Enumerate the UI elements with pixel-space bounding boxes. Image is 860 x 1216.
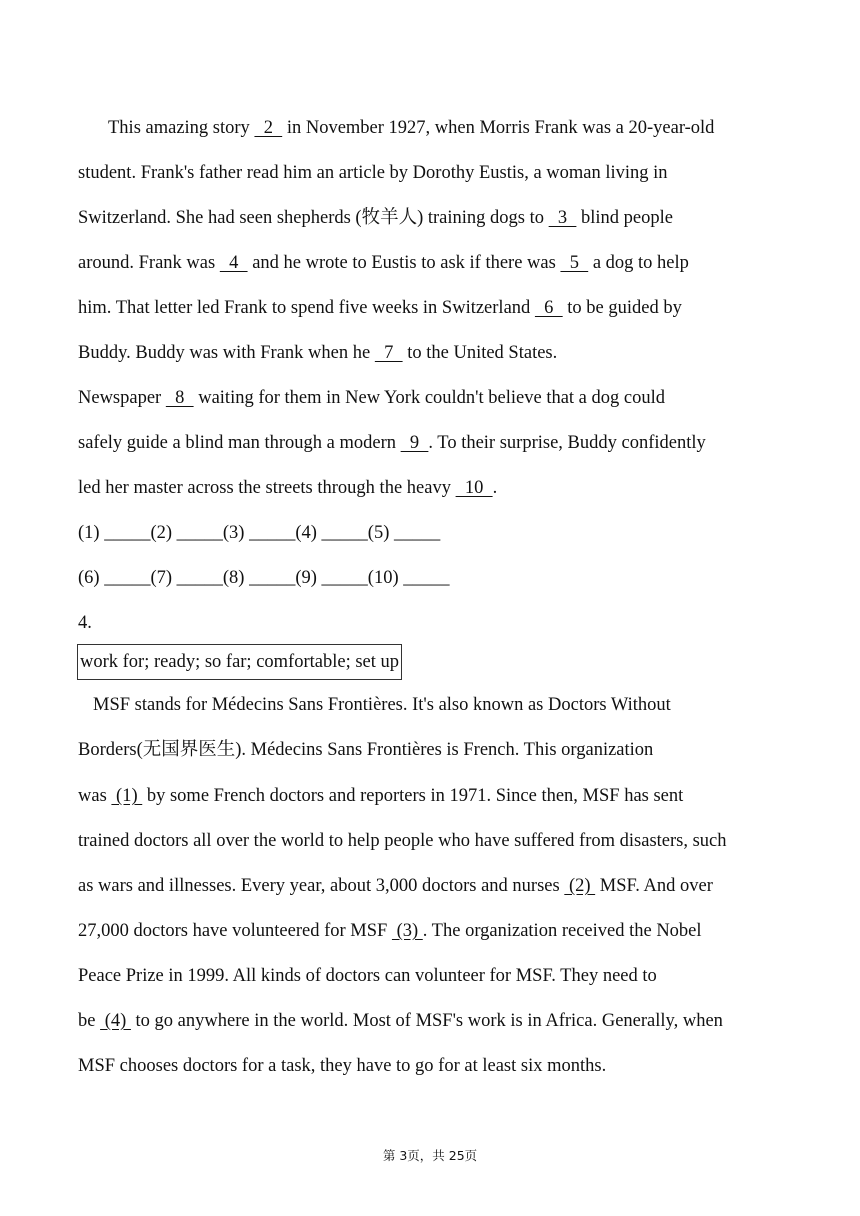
passage3-line-7: Newspaper 8 waiting for them in New York couldn't believe that a dog could [78, 388, 665, 408]
q4-line-3: was (1) by some French doctors and reporters in 1971. Since then, MSF has sent [78, 786, 684, 806]
q4-line-6: 27,000 doctors have volunteered for MSF (3) . The organization received the Nobel [78, 921, 702, 941]
q4-line-1: MSF stands for Médecins Sans Frontières. It's also known as Doctors Without [93, 695, 671, 715]
blank-2: 2 [254, 118, 283, 138]
blank-10: 10 [455, 478, 493, 498]
q4-line-8: be (4) to go anywhere in the world. Most of MSF's work is in Africa. Generally, when [78, 1011, 723, 1031]
blank-q4-1: (1) [111, 786, 143, 806]
q4-line-7: Peace Prize in 1999. All kinds of doctors can volunteer for MSF. They need to [78, 966, 657, 986]
passage3-line-6: Buddy. Buddy was with Frank when he 7 to the United States. [78, 343, 558, 363]
q4-line-4: trained doctors all over the world to help people who have suffered from disasters, such [78, 831, 727, 851]
blank-q4-3: (3) [391, 921, 423, 941]
q4-line-9: MSF chooses doctors for a task, they have to go for at least six months. [78, 1056, 607, 1076]
blank-5: 5 [560, 253, 589, 273]
question-number: 4. [78, 613, 92, 633]
blank-3: 3 [548, 208, 577, 228]
blank-6: 6 [534, 298, 563, 318]
blank-9: 9 [400, 433, 429, 453]
passage3-line-5: him. That letter led Frank to spend five weeks in Switzerland 6 to be guided by [78, 298, 682, 318]
word-box: work for; ready; so far; comfortable; set up [77, 644, 402, 680]
passage3-line-9: led her master across the streets through the heavy 10 . [78, 478, 498, 498]
q4-line-5: as wars and illnesses. Every year, about 3,000 doctors and nurses (2) MSF. And over [78, 876, 713, 896]
blank-q4-2: (2) [564, 876, 596, 896]
passage3-line-2: student. Frank's father read him an article by Dorothy Eustis, a woman living in [78, 163, 668, 183]
blank-8: 8 [165, 388, 194, 408]
answer-line-2: (6) _____(7) _____(8) _____(9) _____(10) _____ [78, 568, 450, 588]
passage3-line-8: safely guide a blind man through a modern 9 . To their surprise, Buddy confidently [78, 433, 706, 453]
page-footer: 第 3页，共 25页 [382, 1148, 478, 1163]
blank-7: 7 [374, 343, 403, 363]
blank-q4-4: (4) [100, 1011, 131, 1031]
passage3-line-1: This amazing story 2 in November 1927, when Morris Frank was a 20-year-old [108, 118, 715, 138]
blank-4: 4 [219, 253, 248, 273]
passage3-line-3: Switzerland. She had seen shepherds (牧羊人) training dogs to 3 blind people [78, 208, 673, 228]
passage3-line-4: around. Frank was 4 and he wrote to Eustis to ask if there was 5 a dog to help [78, 253, 689, 273]
answer-line-1: (1) _____(2) _____(3) _____(4) _____(5) _____ [78, 523, 441, 543]
q4-line-2: Borders(无国界医生). Médecins Sans Frontières is French. This organization [78, 740, 654, 760]
